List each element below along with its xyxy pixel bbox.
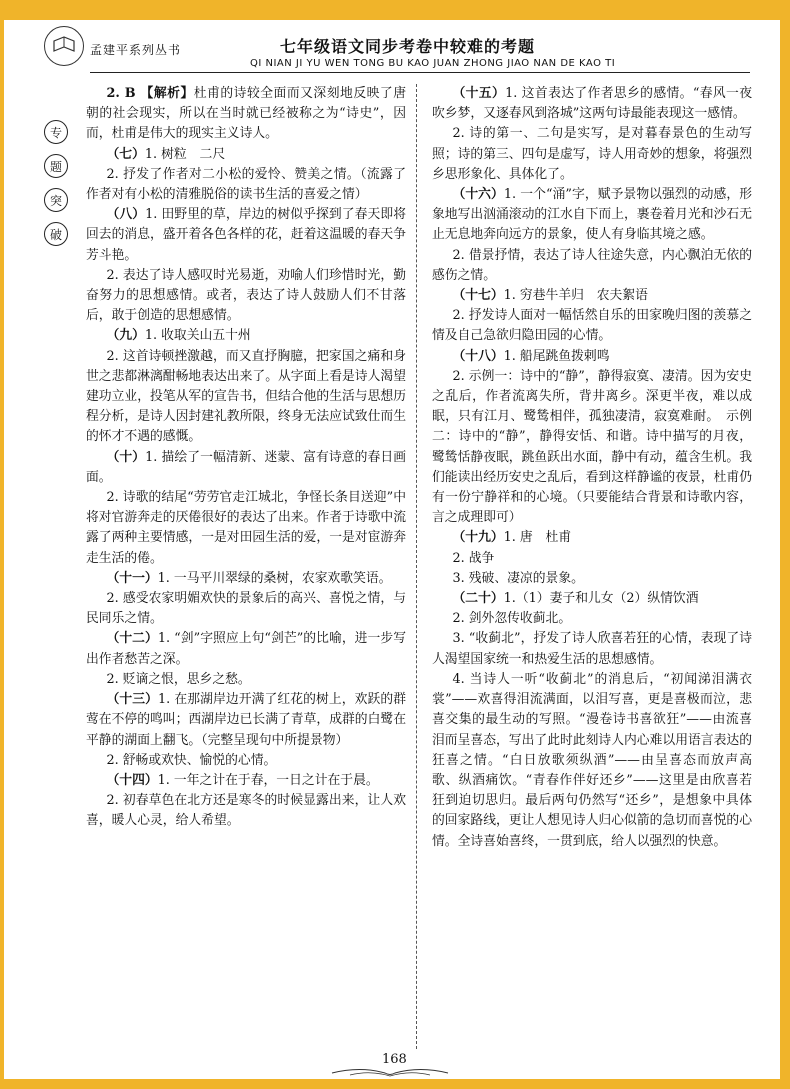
question-number: 2. B 【解析】 [106,86,194,101]
answer-paragraph [432,124,752,185]
answer-text: 1. 描绘了一幅清新、迷蒙、富有诗意的春日画面。 [86,449,406,485]
answer-paragraph [432,609,752,629]
answer-paragraph [432,589,752,609]
header-divider [90,72,750,73]
answer-text: 2. 示例一：诗中的“静”，静得寂寞、凄清。因为安史之乱后，作者流离失所，背井离乡。深更半夜，难以成眠，只有江月、鹭鸶相伴，孤独凄清，寂寞难耐。 示例二：诗中的“静”，静得安恬、和谐。诗中描写的月夜，鹭鸶恬静夜眠，跳鱼跃出水面，静中有动，蕴含生机。我们能读出经历安史之乱后，看到这样静谧的夜景，杜甫仍有一份宁静祥和的心境。（只要能结合背景和诗歌内容，言之成理即可） [432,368,752,526]
answer-text: 3. 残破、凄凉的景象。 [452,570,584,586]
answer-paragraph [86,266,406,327]
page-title: 七年级语文同步考卷中较难的考题 [280,37,536,56]
page-number: 168 [382,1052,407,1067]
question-number: （十二） [106,631,158,647]
answer-text: 1. 船尾跳鱼拨剌鸣 [503,348,610,364]
question-number: （十四） [106,772,158,788]
answer-paragraph [86,589,406,629]
answer-paragraph [86,791,406,831]
answer-text: 2. 诗歌的结尾“劳劳官走江城北，争怪长条目送迎”中将对官游奔走的厌倦很好的表达了出来。作者于诗歌中流露了两种主要情感，一是对田园生活的爱，一是对宦游奔走生活的倦。 [86,490,406,566]
right-border [780,0,790,1089]
answer-text: 1. 穷巷牛羊归 农夫絮语 [503,288,648,304]
answer-paragraph [86,629,406,669]
answer-text: 2. 感受农家明媚欢快的景象后的高兴、喜悦之情，与民同乐之情。 [86,591,406,627]
question-number: （十） [106,449,146,465]
answer-paragraph [432,84,752,124]
answer-text: 1. 唐 杜甫 [503,530,572,546]
answer-paragraph [86,205,406,266]
answer-text: 1. “剑”字照应上句“剑芒”的比喻，进一步写出作者愁苦之深。 [86,631,407,667]
answer-paragraph [86,448,406,488]
side-tab: 破 [44,222,68,246]
answer-paragraph [432,549,752,569]
answer-paragraph [86,670,406,690]
top-border [0,0,790,20]
answer-paragraph [432,185,752,246]
answer-text: 1.（1）妻子和儿女（2）纵情饮酒 [503,591,699,607]
answer-text: 4. 当诗人一听“收蓟北”的消息后，“初闻涕泪满衣裳”——欢喜得泪流满面，以泪写喜，更是喜极而泣，悲喜交集的最生动的写照。“漫卷诗书喜欲狂”——由流喜泪而呈喜态，写出了此时此刻诗人内心难以用语言表达的狂喜之情。“白日放歌须纵酒”——由呈喜态而放声高歌、纵酒痛饮。“青春作伴好还乡”——这里是由欣喜若狂到迫切思归。最后两句仍然写“还乡”，是想象中具体的回家路线，更让人想见诗人归心似箭的急切而喜悦的心情。全诗喜始喜终，一贯到底，给人以强烈的快意。 [432,671,752,849]
side-tab: 题 [44,154,68,178]
answer-paragraph [432,347,752,367]
answer-paragraph [86,347,406,448]
series-name: 孟建平系列丛书 [90,43,182,57]
answer-text: 1. 一个“涌”字，赋予景物以强烈的动感，形象地写出汹涌滚动的江水自下而上，裹卷着月光和沙石无止无息地奔向远方的景象，使人有身临其境之感。 [432,187,752,243]
left-column [86,84,406,832]
answer-paragraph [432,367,752,529]
answer-paragraph [432,629,752,669]
column-divider [416,84,417,1049]
question-number: （十五） [452,86,506,101]
answer-text: 2. 剑外忽传收蓟北。 [452,611,572,627]
answer-paragraph [432,569,752,589]
side-tab: 突 [44,188,68,212]
page-header [0,20,780,82]
answer-text: 1. 在那湖岸边开满了红花的树上，欢跃的群莺在不停的鸣叫；西湖岸边已长满了青草，成群的白鹭在平静的湖面上翻飞。（完整呈现句中所提景物） [86,692,406,748]
answer-text: 2. 战争 [452,550,495,566]
answer-paragraph [86,751,406,771]
answer-paragraph [432,246,752,286]
answer-text: 2. 舒畅或欢快、愉悦的心情。 [106,752,277,768]
question-number: （十八） [452,348,504,364]
answer-paragraph [432,306,752,346]
question-number: （十七） [452,288,504,304]
answer-text: 1. 一年之计在于春，一日之计在于晨。 [157,772,379,788]
question-number: （十三） [106,692,158,708]
answer-paragraph [86,771,406,791]
page-title-pinyin: QI NIAN JI YU WEN TONG BU KAO JUAN ZHONG JIAO NAN DE KAO TI [250,58,616,69]
question-number: （十六） [452,187,504,203]
footer-ornament-icon [330,1068,450,1078]
answer-text: 1. 树粒 二尺 [144,146,226,162]
left-border [0,0,4,1089]
answer-paragraph [86,145,406,165]
question-number: （十九） [452,530,504,546]
question-number: （九） [106,328,145,344]
right-column [432,84,752,852]
answer-text: 2. 贬谪之恨，思乡之愁。 [106,671,251,687]
bottom-border [0,1079,790,1089]
answer-paragraph [86,569,406,589]
answer-text: 1. 一马平川翠绿的桑树，农家欢歌笑语。 [157,570,392,586]
answer-text: 1. 这首表达了作者思乡的感情。“春风一夜吹乡梦，又逐春风到洛城”这两句诗最能表现这一感情。 [432,86,752,122]
page-footer [0,1050,780,1080]
question-number: （十一） [106,570,158,586]
question-number: （二十） [452,591,504,607]
answer-text: 1. 田野里的草，岸边的树似乎探到了春天即将回去的消息，盛开着各色各样的花，赶着这温暖的春天争芳斗艳。 [86,207,406,263]
answer-paragraph [86,84,406,145]
answer-paragraph [432,286,752,306]
answer-text: 杜甫的诗较全面而又深刻地反映了唐朝的社会现实，所以在当时就已经被称之为“诗史”，因而，杜甫是伟大的现实主义诗人。 [86,86,406,142]
answer-text: 3. “收蓟北”，抒发了诗人欣喜若狂的心情，表现了诗人渴望国家统一和热爱生活的思想感情。 [432,631,752,667]
book-icon [49,31,79,61]
answer-paragraph [432,528,752,548]
side-tab: 专 [44,120,68,144]
answer-paragraph [86,690,406,751]
side-tabs [44,120,74,256]
answer-text: 1. 收取关山五十州 [144,328,251,344]
question-number: （七） [106,146,145,162]
answer-paragraph [432,670,752,852]
answer-paragraph [86,488,406,569]
question-number: （八） [106,207,146,223]
answer-text: 2. 抒发了作者对二小松的爱怜、赞美之情。（流露了作者对有小松的清雅脱俗的读书生活的喜爱之情） [86,166,406,203]
answer-text: 2. 抒发诗人面对一幅恬然自乐的田家晚归图的羡慕之情及自己急欲归隐田园的心情。 [432,308,752,344]
answer-text: 2. 借景抒情，表达了诗人往途失意，内心飘泊无依的感伤之情。 [432,247,752,283]
answer-text: 2. 这首诗顿挫激越，而又直抒胸臆，把家国之痛和身世之悲都淋漓酣畅地表达出来了。从字面上看是诗人渴望建功立业，投笔从军的宣告书，但结合他的生活与思想历程分析，是诗人因封建礼教所限，终身无法应试致仕而生的怀才不遇的感慨。 [86,348,406,445]
series-logo-icon [44,26,84,66]
answer-text: 2. 表达了诗人感叹时光易逝，劝喻人们珍惜时光，勤奋努力的思想感情。或者，表达了诗人鼓励人们不甘落后，敢于创造的思想感情。 [86,267,406,324]
answer-paragraph [86,326,406,346]
answer-text: 2. 初春草色在北方还是寒冬的时候显露出来，让人欢喜，暖人心灵，给人希望。 [86,793,406,829]
answer-text: 2. 诗的第一、二句是实写，是对暮春景色的生动写照；诗的第三、四句是虚写，诗人用奇妙的想象，将强烈乡思形象化、具体化了。 [432,126,752,182]
answer-paragraph [86,165,406,205]
